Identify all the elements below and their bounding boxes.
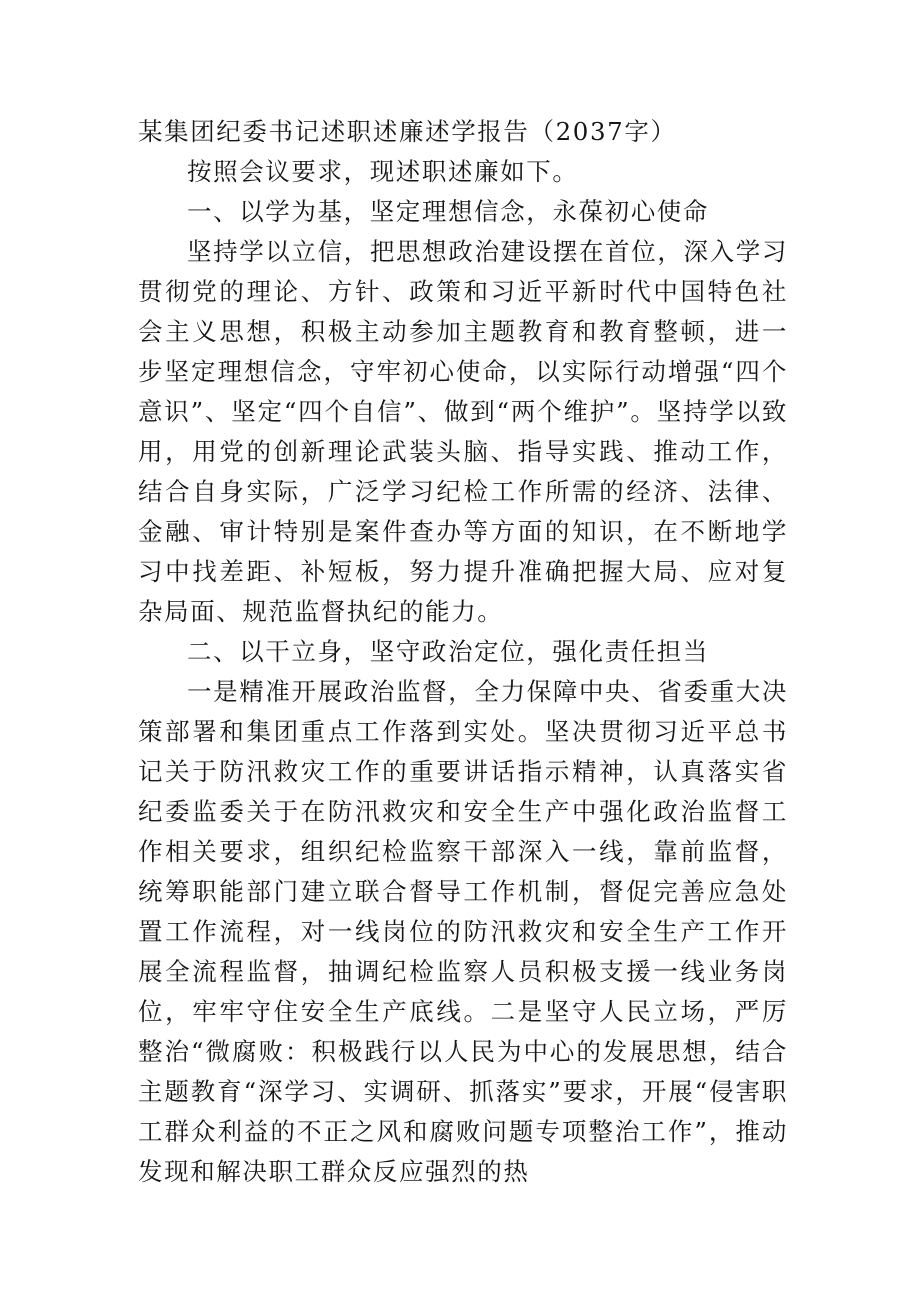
- intro-paragraph: 按照会议要求，现述职述廉如下。: [187, 157, 579, 186]
- section-2-paragraph: 一是精准开展政治监督，全力保障中央、省委重大决策部署和集团重点工作落到实处。坚决贯彻习近平总书记关于防汛救灾工作的重要讲话指示精神，认真落实省纪委监委关于在防汛救灾和安全生产中强化政治监督工作相关要求，组织纪检监察干部深入一线，靠前监督，统筹职能部门建立联合督导工作机制，督促完善应急处置工作流程，对一线岗位的防汛救灾和安全生产工作开展全流程监督，抽调纪检监察人员积极支援一线业务岗位，牢牢守住安全生产底线。二是坚守人民立场，严厉整治“微腐败：积极践行以人民为中心的发展思想，结合主题教育“深学习、实调研、抓落实”要求，开展“侵害职工群众利益的不正之风和腐败问题专项整治工作”，推动发现和解决职工群众反应强烈的热: [138, 677, 788, 1186]
- document-title: 某集团纪委书记述职述廉述学报告（2037字）: [138, 117, 677, 146]
- section-heading-1: 一、以学为基，坚定理想信念，永葆初心使命: [187, 197, 709, 226]
- document-body: [138, 112, 788, 1192]
- section-1-paragraph: 坚持学以立信，把思想政治建设摆在首位，深入学习贯彻党的理论、方针、政策和习近平新时代中国特色社会主义思想，积极主动参加主题教育和教育整顿，进一步坚定理想信念，守牢初心使命，以实际行动增强“四个意识”、坚定“四个自信”、做到“两个维护”。坚持学以致用，用党的创新理论武装头脑、指导实践、推动工作，结合自身实际，广泛学习纪检工作所需的经济、法律、金融、审计特别是案件查办等方面的知识，在不断地学习中找差距、补短板，努力提升准确把握大局、应对复杂局面、规范监督执纪的能力。: [138, 237, 788, 626]
- section-heading-2: 二、以干立身，坚守政治定位，强化责任担当: [187, 637, 709, 666]
